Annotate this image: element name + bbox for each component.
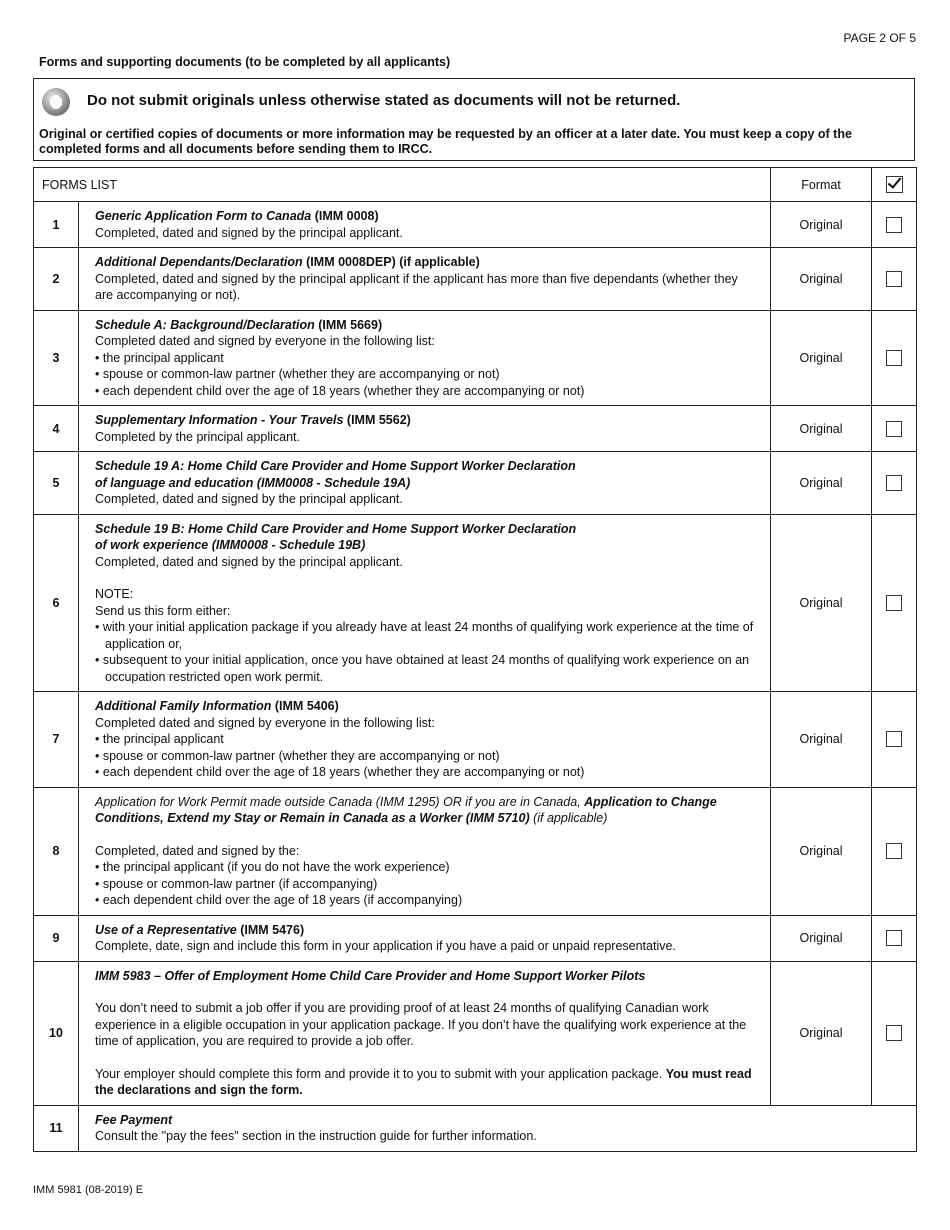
form-title: Schedule A: Background/Declaration <box>95 317 315 332</box>
checkbox[interactable] <box>886 271 902 287</box>
form-title: Schedule 19 B: Home Child Care Provider and Home Support Worker Declaration <box>95 521 577 536</box>
form-title: Additional Family Information <box>95 699 272 713</box>
row-format: Original <box>771 452 872 515</box>
row-format: Original <box>771 514 872 692</box>
list-item: • the principal applicant <box>95 350 224 365</box>
list-item: • the principal applicant (if you do not have the work experience) <box>95 860 450 874</box>
form-instruction: Complete, date, sign and include this form in your application if you have a paid or unpaid representative. <box>95 939 676 953</box>
row-number: 10 <box>34 961 79 1105</box>
form-instruction: Your employer should complete this form and provide it to you to submit with your application package. You must read the declarations and sign the form. <box>95 1066 752 1097</box>
form-title: Application to Change Conditions, Extend my Stay or Remain in Canada as a Worker (IMM 5710) <box>95 794 717 825</box>
form-instruction: Completed, dated and signed by the principal applicant. <box>95 554 403 569</box>
row-number: 2 <box>34 248 79 311</box>
row-number: 4 <box>34 406 79 452</box>
row-description <box>79 1105 917 1151</box>
checkmark-icon <box>886 176 903 193</box>
form-title: Application for Work Permit made outside Canada (IMM 1295) OR if you are in Canada, <box>95 794 585 809</box>
form-title: of work experience (IMM0008 - Schedule 19B) <box>95 538 366 552</box>
row-description <box>79 961 771 1105</box>
form-instruction: Completed dated and signed by everyone in the following list: <box>95 715 435 730</box>
form-code: (IMM 0008DEP) (if applicable) <box>302 255 480 269</box>
row-description <box>79 452 771 515</box>
table-row <box>34 202 917 248</box>
header-forms-list: FORMS LIST <box>34 168 771 202</box>
form-code: (IMM 5476) <box>236 922 305 937</box>
form-title: Use of a Representative <box>95 922 237 937</box>
form-instruction: Consult the "pay the fees" section in the instruction guide for further information. <box>95 1129 537 1143</box>
list-item: • subsequent to your initial application, once you have obtained at least 24 months of qualifying work experience on an occupation restricted open work permit. <box>95 653 750 684</box>
form-instruction: Completed by the principal applicant. <box>95 429 300 444</box>
table-row <box>34 248 917 311</box>
checkbox[interactable] <box>886 595 902 611</box>
form-title: Additional Dependants/Declaration <box>95 255 303 269</box>
note-text: Send us this form either: <box>95 603 231 618</box>
checkbox[interactable] <box>886 1025 902 1041</box>
row-number: 11 <box>34 1105 79 1151</box>
form-code: (IMM 0008) <box>311 209 379 223</box>
list-item: • spouse or common-law partner (if accompanying) <box>95 876 378 891</box>
notice-body: Original or certified copies of documents or more information may be requested by an officer at a later date. You must keep a copy of the completed forms and all documents before sending them to IRCC. <box>39 127 852 156</box>
notice-box <box>33 78 915 161</box>
list-item: • spouse or common-law partner (whether they are accompanying or not) <box>95 367 500 381</box>
table-row <box>34 406 917 452</box>
form-instruction: Completed, dated and signed by the principal applicant. <box>95 492 403 506</box>
list-item: • each dependent child over the age of 18 years (if accompanying) <box>95 893 463 907</box>
checkbox[interactable] <box>886 731 902 747</box>
row-number: 8 <box>34 787 79 915</box>
checkbox[interactable] <box>886 421 902 437</box>
row-format: Original <box>771 406 872 452</box>
table-row <box>34 915 917 961</box>
row-description <box>79 406 771 452</box>
header-format: Format <box>771 168 872 202</box>
form-footer-code: IMM 5981 (08-2019) E <box>33 1184 144 1196</box>
row-format: Original <box>771 961 872 1105</box>
checkbox[interactable] <box>886 217 902 233</box>
checkbox[interactable] <box>886 843 902 859</box>
row-description <box>79 692 771 788</box>
table-row <box>34 961 917 1105</box>
row-number: 5 <box>34 452 79 515</box>
table-row <box>34 692 917 788</box>
row-description <box>79 915 771 961</box>
row-description <box>79 248 771 311</box>
form-instruction: Completed, dated and signed by the principal applicant. <box>95 225 403 240</box>
table-row <box>34 514 917 692</box>
list-item: • with your initial application package if you already have at least 24 months of qualifying work experience at the time of application or, <box>95 620 754 651</box>
row-format: Original <box>771 202 872 248</box>
form-instruction: Completed, dated and signed by the principal applicant if the applicant has more than five dependants (whether they are accompanying or not). <box>95 271 738 302</box>
table-row <box>34 310 917 406</box>
row-format: Original <box>771 787 872 915</box>
checkbox[interactable] <box>886 475 902 491</box>
form-code: (IMM 5406) <box>271 699 339 713</box>
form-code: (IMM 5669) <box>314 317 383 332</box>
checkbox[interactable] <box>886 350 902 366</box>
row-description <box>79 202 771 248</box>
row-format: Original <box>771 310 872 406</box>
notice-heading: Do not submit originals unless otherwise stated as documents will not be returned. <box>87 92 681 109</box>
form-qualifier: (if applicable) <box>529 811 608 825</box>
form-instruction: You don’t need to submit a job offer if you are providing proof of at least 24 months of qualifying Canadian work experience in a eligible occupation in your application package. If you don’t have the qualifying work experience at the time of application, you are required to provide a job offer. <box>95 1001 747 1048</box>
list-item: • each dependent child over the age of 18 years (whether they are accompanying or not) <box>95 383 585 398</box>
form-title: IMM 5983 – Offer of Employment Home Child Care Provider and Home Support Worker Pilots <box>95 968 646 983</box>
page-number: PAGE 2 OF 5 <box>843 31 916 45</box>
form-title: of language and education (IMM0008 - Schedule 19A) <box>95 475 411 490</box>
form-instruction: Completed dated and signed by everyone in the following list: <box>95 334 435 348</box>
form-title: Fee Payment <box>95 1112 173 1127</box>
row-format: Original <box>771 915 872 961</box>
form-instruction: Completed, dated and signed by the: <box>95 843 300 858</box>
form-code: (IMM 5562) <box>343 413 411 427</box>
form-title: Supplementary Information - Your Travels <box>95 413 344 427</box>
row-format: Original <box>771 248 872 311</box>
checkbox[interactable] <box>886 930 902 946</box>
row-number: 1 <box>34 202 79 248</box>
table-row <box>34 787 917 915</box>
table-row <box>34 1105 917 1151</box>
row-number: 6 <box>34 514 79 692</box>
row-description <box>79 787 771 915</box>
table-header <box>34 168 917 202</box>
table-row <box>34 452 917 515</box>
row-number: 9 <box>34 915 79 961</box>
row-number: 7 <box>34 692 79 788</box>
header-check <box>872 168 917 202</box>
row-description <box>79 514 771 692</box>
section-title: Forms and supporting documents (to be completed by all applicants) <box>39 55 451 69</box>
row-format: Original <box>771 692 872 788</box>
stop-icon <box>42 88 70 116</box>
form-title: Schedule 19 A: Home Child Care Provider and Home Support Worker Declaration <box>95 459 576 473</box>
forms-list-table <box>33 167 917 1152</box>
form-title: Generic Application Form to Canada <box>95 209 312 223</box>
list-item: • the principal applicant <box>95 732 224 746</box>
list-item: • each dependent child over the age of 18 years (whether they are accompanying or not) <box>95 765 585 779</box>
list-item: • spouse or common-law partner (whether they are accompanying or not) <box>95 748 500 763</box>
note-label: NOTE: <box>95 587 134 601</box>
row-number: 3 <box>34 310 79 406</box>
row-description <box>79 310 771 406</box>
